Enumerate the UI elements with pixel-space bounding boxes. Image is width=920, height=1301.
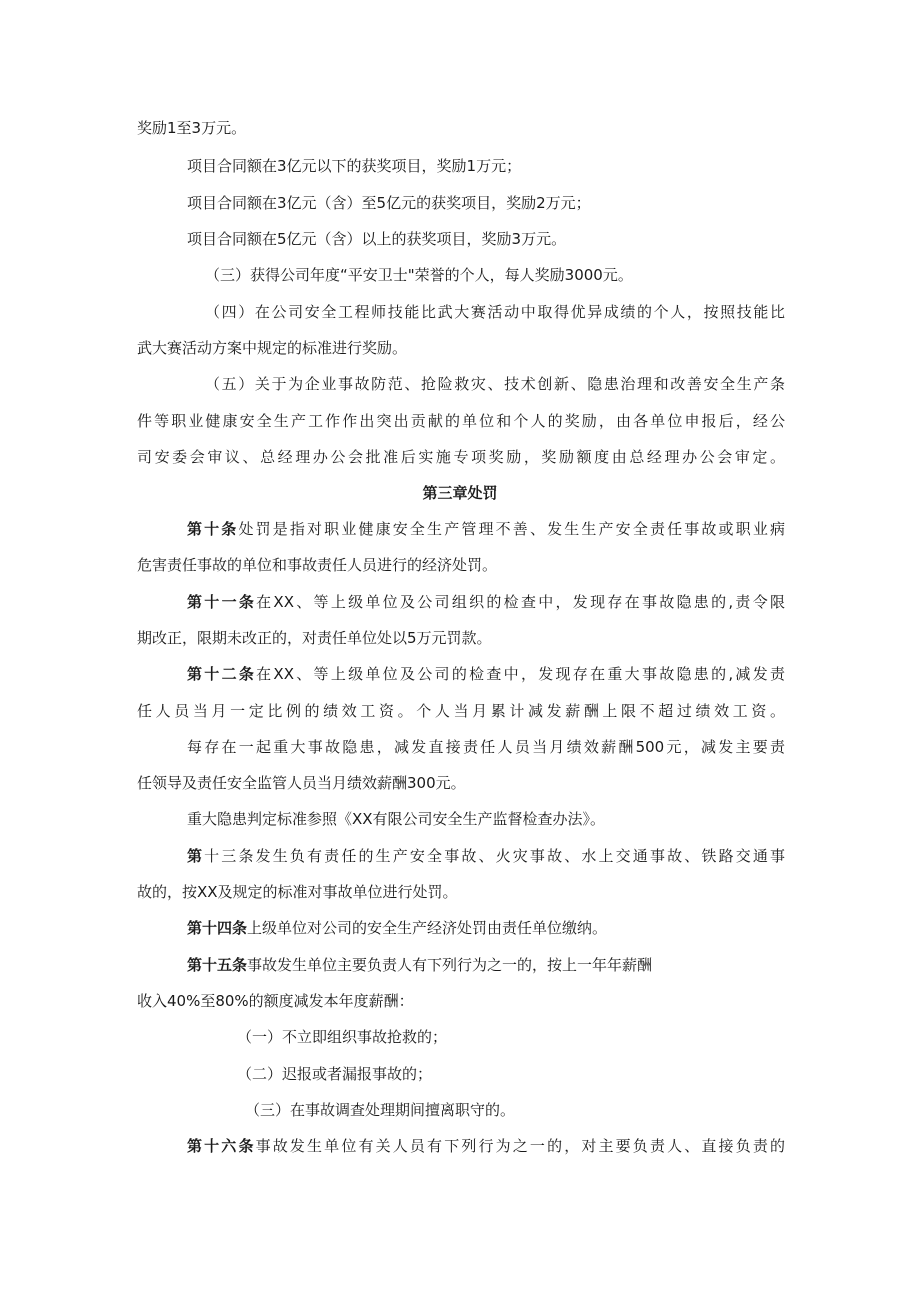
text-line: 武大赛活动方案中规定的标准进行奖励。 (137, 339, 408, 357)
text-line: （三）获得公司年度“平安卫士"荣誉的个人，每人奖励3000元。 (205, 266, 633, 284)
article-12-para3: 重大隐患判定标准参照《XX有限公司安全生产监督检查办法》。 (187, 810, 606, 828)
article-label: 第十六条 (187, 1137, 256, 1155)
article-10-line-2: 危害责任事故的单位和事故责任人员进行的经济处罚。 (137, 556, 498, 574)
article-13-line-2: 故的，按XX及规定的标准对事故单位进行处罚。 (137, 883, 458, 901)
article-15-item-3: （三）在事故调查处理期间擅离职守的。 (245, 1101, 516, 1119)
article-15-item-2: （二）迟报或者漏报事故的； (237, 1065, 433, 1083)
article-12-para2-line-1: 每存在一起重大事故隐患，减发直接责任人员当月绩效薪酬500元，减发主要责 (187, 738, 785, 756)
article-12-line-1 (187, 663, 785, 685)
article-text: 在XX、等上级单位及公司组织的检查中，发现存在事故隐患的,责令限 (256, 593, 785, 611)
article-label: 第十条 (187, 520, 239, 538)
article-12-para2-line-2: 任领导及责任安全监管人员当月绩效薪酬300元。 (137, 774, 466, 792)
text-line: （五）关于为企业事故防范、抢险救灾、技术创新、隐患治理和改善安全生产条 (205, 375, 785, 393)
article-label: 第十一条 (187, 593, 257, 611)
article-text: 事故发生单位主要负责人有下列行为之一的，按上一年年薪酬 (247, 956, 653, 974)
article-label: 第十五条 (187, 956, 248, 974)
article-11-line-2: 期改正，限期未改正的，对责任单位处以5万元罚款。 (137, 629, 492, 647)
text-line: 奖励1至3万元。 (137, 119, 247, 137)
article-15-line-2: 收入40%至80%的额度减发本年度薪酬： (137, 992, 414, 1010)
article-14-line-1 (187, 917, 920, 939)
article-text: 上级单位对公司的安全生产经济处罚由责任单位缴纳。 (247, 919, 608, 937)
article-text: 事故发生单位有关人员有下列行为之一的，对主要负责人、直接负责的 (255, 1137, 785, 1155)
article-label: 第 (187, 847, 205, 865)
article-13-line-1 (187, 845, 785, 867)
text-line: 件等职业健康安全生产工作作出突出贡献的单位和个人的奖励，由各单位申报后，经公 (137, 412, 785, 430)
article-11-line-1 (187, 591, 785, 613)
article-15-line-1 (187, 954, 920, 976)
text-line: 项目合同额在3亿元以下的获奖项目，奖励1万元； (187, 157, 522, 175)
chapter-heading: 第三章处罚 (422, 484, 498, 502)
article-text: 处罚是指对职业健康安全生产管理不善、发生生产安全责任事故或职业病 (238, 520, 785, 538)
article-text: 十三条发生负有责任的生产安全事故、火灾事故、水上交通事故、铁路交通事 (204, 847, 785, 865)
article-text: 在XX、等上级单位及公司的检查中，发现存在重大事故隐患的,减发责 (256, 665, 785, 683)
text-line: 项目合同额在5亿元（含）以上的获奖项目，奖励3万元。 (187, 230, 567, 248)
text-line: （四）在公司安全工程师技能比武大赛活动中取得优异成绩的个人，按照技能比 (205, 303, 785, 321)
article-label: 第十二条 (187, 665, 257, 683)
article-16-line-1 (187, 1135, 785, 1157)
article-15-item-1: （一）不立即组织事故抢救的； (237, 1028, 448, 1046)
text-line: 项目合同额在3亿元（含）至5亿元的获奖项目，奖励2万元； (187, 194, 591, 212)
article-label: 第十四条 (187, 919, 248, 937)
text-line: 司安委会审议、总经理办公会批准后实施专项奖励，奖励额度由总经理办公会审定。 (137, 448, 785, 466)
article-10-line-1 (187, 518, 785, 540)
article-12-line-2: 任人员当月一定比例的绩效工资。个人当月累计减发薪酬上限不超过绩效工资。 (137, 702, 785, 720)
